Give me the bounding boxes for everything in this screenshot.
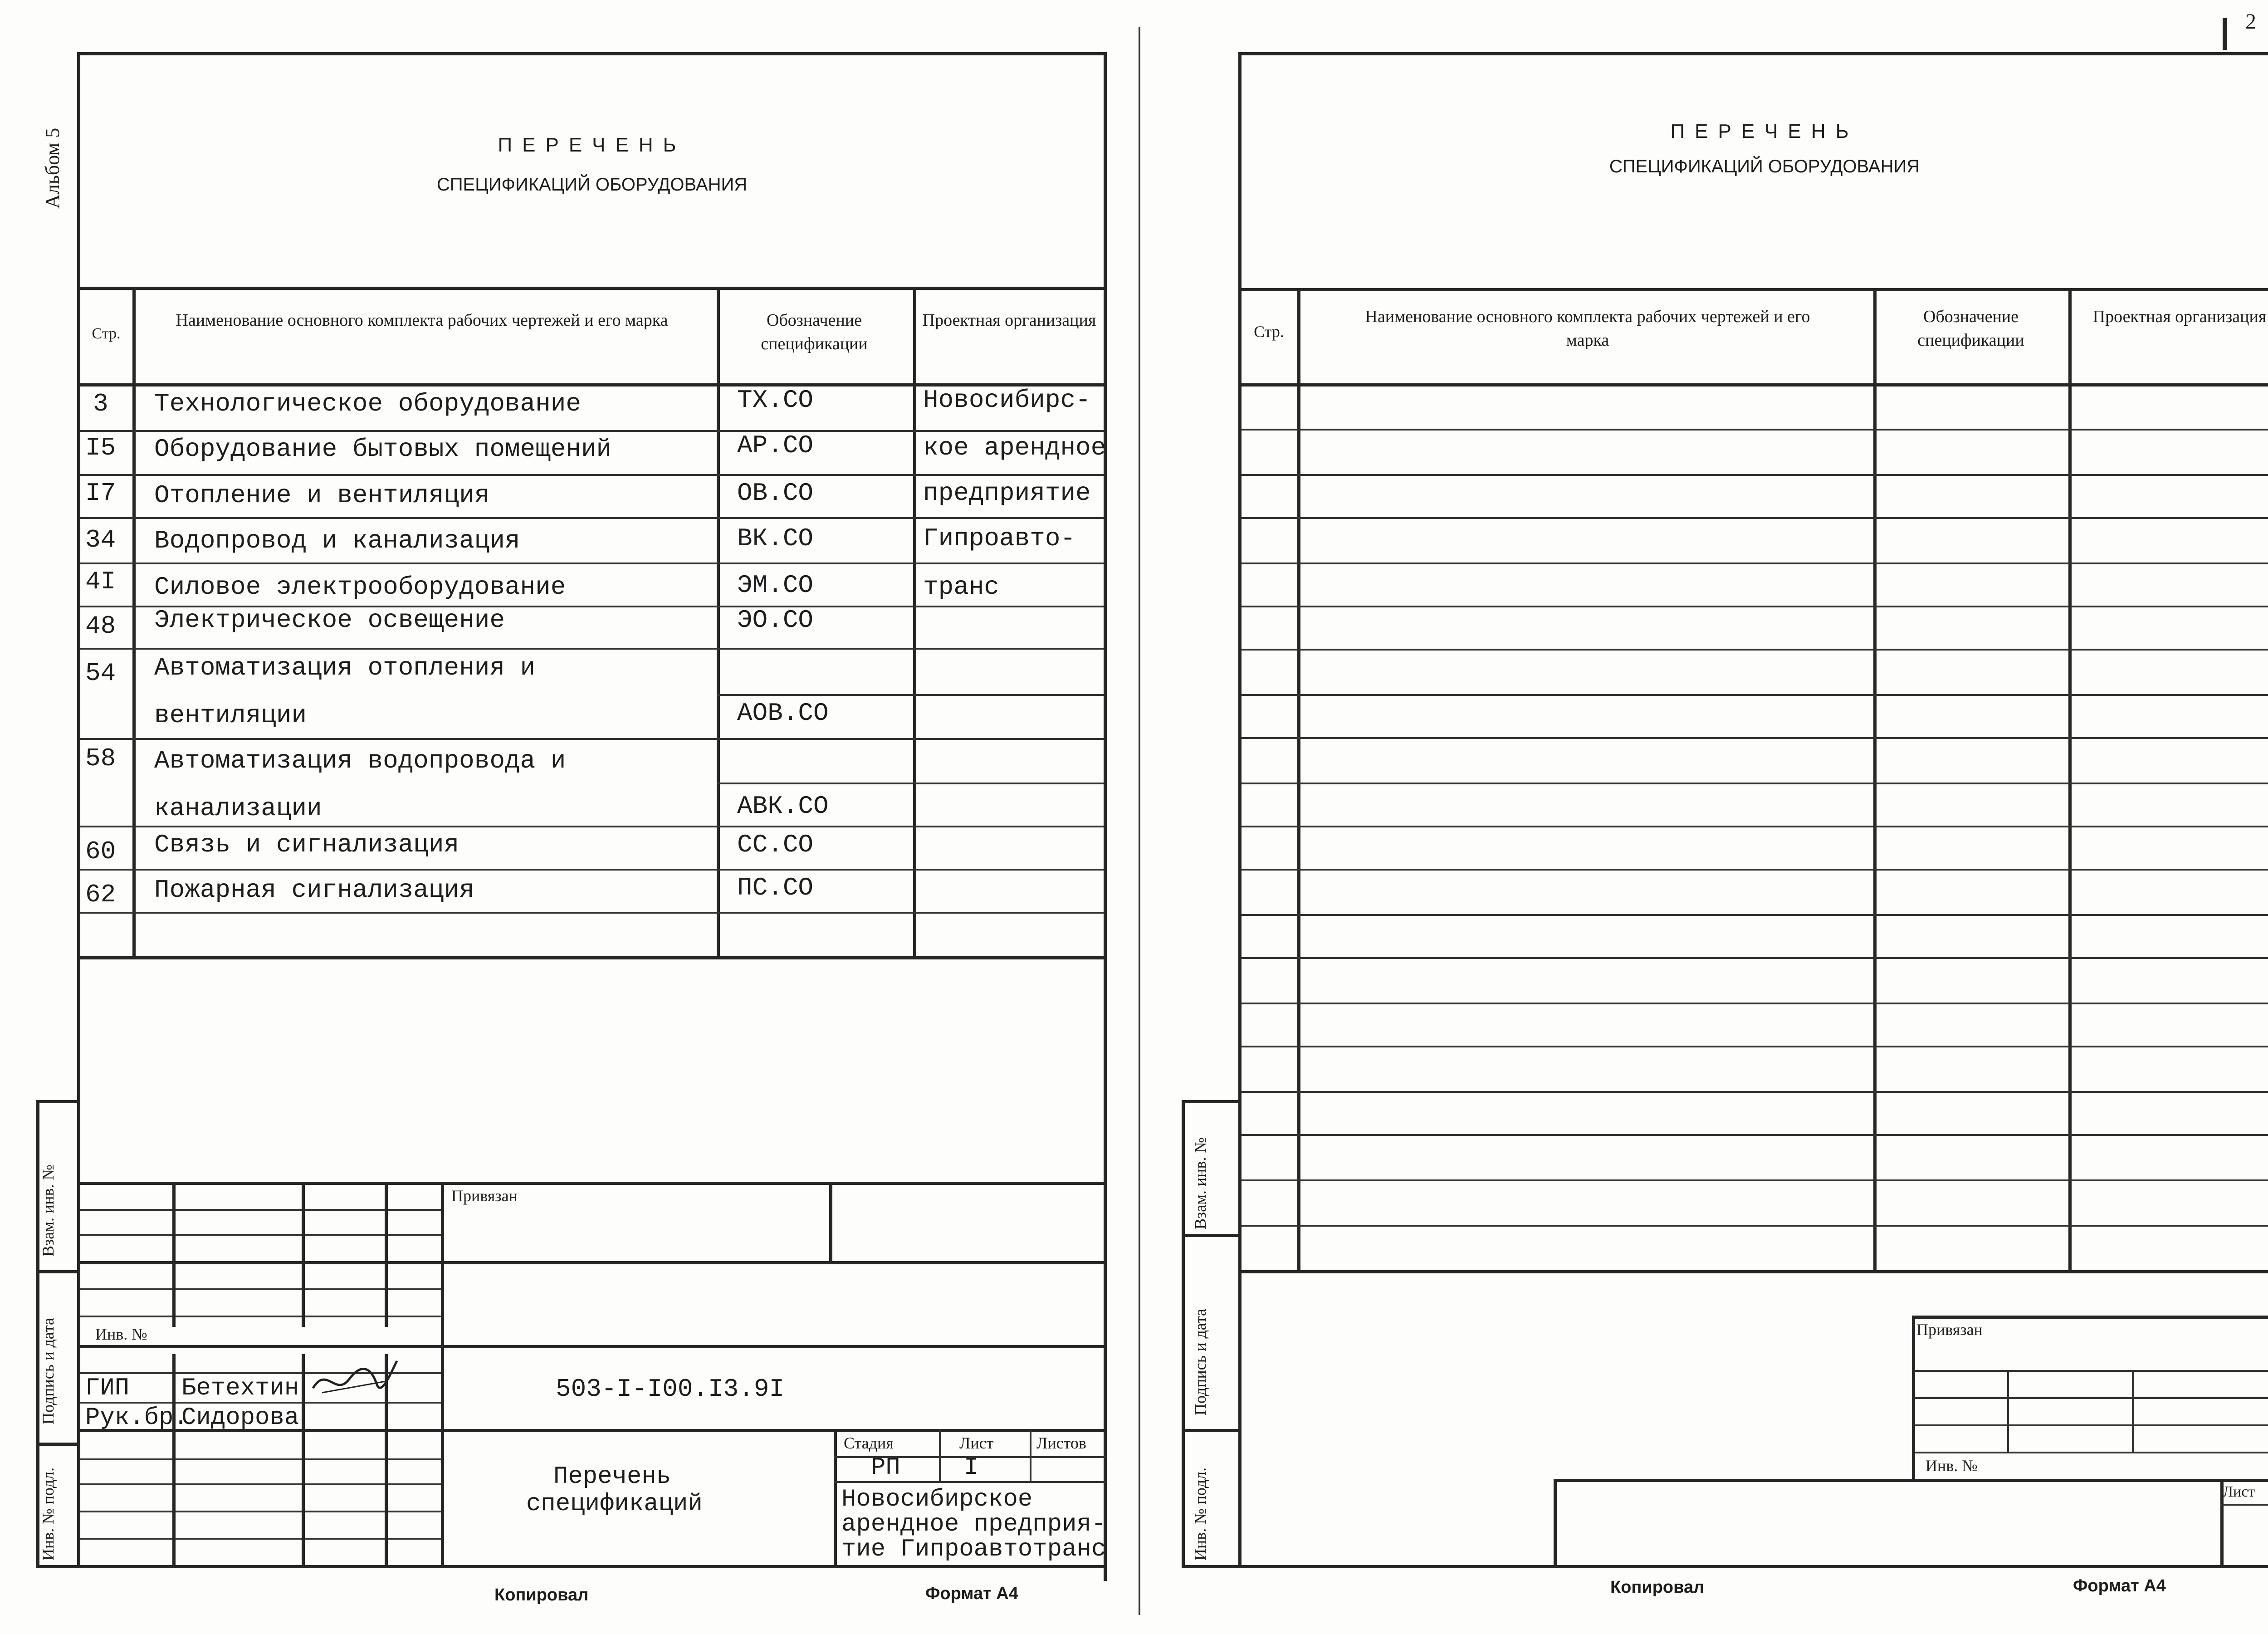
- left-org-1: Новосибирское: [841, 1486, 1033, 1513]
- right-header-org: Проектная организация: [2092, 307, 2267, 326]
- row-org: транс: [923, 572, 1000, 602]
- left-sheet-label: Лист: [959, 1434, 994, 1452]
- row-code: СС.СО: [737, 830, 814, 859]
- row-page: 4I: [85, 567, 116, 596]
- row-org: Новосибирс-: [923, 386, 1091, 415]
- left-doc-title-2: спецификаций: [526, 1490, 703, 1518]
- right-footer-format: Формат А4: [2073, 1576, 2166, 1595]
- row-name: Силовое электрооборудование: [154, 572, 566, 602]
- right-header-name: Наименование основного комплекта рабочих чертежей и его марка: [1365, 307, 1810, 350]
- row-page: 3: [93, 389, 108, 418]
- right-subtitle: СПЕЦИФИКАЦИЙ ОБОРУДОВАНИЯ: [1609, 157, 1920, 176]
- row-org: Гипроавто-: [923, 524, 1076, 553]
- left-header-code: Обозначение спецификации: [761, 311, 868, 353]
- row-page: 54: [85, 659, 116, 688]
- left-stage: РП: [871, 1454, 900, 1482]
- row-code: ВК.СО: [737, 524, 814, 553]
- row-name: Связь и сигнализация: [154, 830, 459, 859]
- left-doc-code: 503-I-I00.I3.9I: [556, 1375, 785, 1404]
- row-name: Электрическое освещение: [154, 606, 505, 635]
- left-sheets-label: Листов: [1036, 1434, 1086, 1452]
- row-name: Автоматизация отопления и: [154, 653, 536, 682]
- row-code: АОВ.СО: [737, 699, 829, 728]
- right-side-label-0: Взам. инв. №: [1191, 1137, 1209, 1229]
- row-code: ОВ.СО: [737, 479, 814, 508]
- fold-line: [1139, 27, 1140, 1615]
- left-stage-label: Стадия: [844, 1434, 894, 1452]
- right-header-page: Стр.: [1254, 323, 1284, 341]
- row-page: 34: [85, 525, 116, 554]
- left-gip-name: Бетехтин: [181, 1375, 299, 1402]
- right-footer-copy: Копировал: [1610, 1578, 1705, 1597]
- left-side-label-2: Инв. № подл.: [39, 1467, 57, 1561]
- row-name: Водопровод и канализация: [154, 526, 520, 555]
- album-label: Альбом 5: [41, 127, 64, 209]
- right-title: ПЕРЕЧЕНЬ: [1670, 120, 1859, 142]
- left-privyazan: Привязан: [451, 1187, 518, 1205]
- row-page: I7: [85, 479, 116, 508]
- left-ruk-name: Сидорова: [181, 1404, 299, 1432]
- right-side-label-1: Подпись и дата: [1191, 1309, 1209, 1415]
- row-name: канализации: [154, 794, 322, 823]
- left-header-org: Проектная организация: [922, 311, 1096, 330]
- right-header-code: Обозначение спецификации: [1917, 307, 2024, 350]
- row-code: ЭО.СО: [737, 606, 814, 635]
- row-name: Пожарная сигнализация: [154, 876, 474, 905]
- row-org: предприятие: [923, 479, 1091, 508]
- row-page: 60: [85, 837, 116, 866]
- row-code: ТХ.СО: [737, 386, 814, 415]
- row-code: ЭМ.СО: [737, 571, 814, 600]
- right-inv-label: Инв. №: [1926, 1457, 1978, 1475]
- left-title: ПЕРЕЧЕНЬ: [498, 134, 686, 156]
- left-side-label-1: Подпись и дата: [39, 1318, 57, 1424]
- row-page: I5: [85, 433, 116, 462]
- left-footer-copy: Копировал: [494, 1585, 589, 1605]
- left-sheet: I: [964, 1454, 979, 1482]
- left-gip-role: ГИП: [85, 1375, 130, 1402]
- row-name: Автоматизация водопровода и: [154, 746, 566, 775]
- left-header-name: Наименование основного комплекта рабочих чертежей и его марка: [176, 311, 668, 330]
- left-subtitle: СПЕЦИФИКАЦИЙ ОБОРУДОВАНИЯ: [436, 175, 748, 195]
- row-code: АВК.СО: [737, 792, 829, 821]
- left-ruk-role: Рук.бр.: [85, 1404, 188, 1432]
- row-name: Отопление и вентиляция: [154, 481, 490, 510]
- left-doc-title-1: Перечень: [553, 1463, 671, 1491]
- row-page: 48: [85, 612, 116, 641]
- left-footer-format: Формат А4: [925, 1584, 1018, 1603]
- left-org-3: тие Гипроавтотранс: [841, 1536, 1106, 1563]
- left-header-page: Стр.: [92, 325, 121, 342]
- left-inv-label: Инв. №: [95, 1325, 147, 1343]
- row-page: 58: [85, 744, 116, 773]
- left-side-label-0: Взам. инв. №: [39, 1164, 57, 1257]
- signature-image: [308, 1356, 399, 1402]
- left-org-2: арендное предприя-: [841, 1511, 1106, 1538]
- right-privyazan: Привязан: [1916, 1321, 1983, 1339]
- right-list-label: Лист: [2223, 1483, 2255, 1500]
- row-page: 62: [85, 880, 116, 909]
- row-org: кое арендное: [923, 433, 1106, 462]
- row-code: ПС.СО: [737, 873, 814, 902]
- page-mark: 2: [2245, 10, 2256, 34]
- row-name: Оборудование бытовых помещений: [154, 435, 612, 464]
- page-mark-tick: [2223, 18, 2227, 50]
- row-code: АР.СО: [737, 431, 814, 460]
- row-name: вентиляции: [154, 701, 307, 730]
- right-side-label-2: Инв. № подл.: [1191, 1467, 1209, 1561]
- row-name: Технологическое оборудование: [154, 389, 581, 418]
